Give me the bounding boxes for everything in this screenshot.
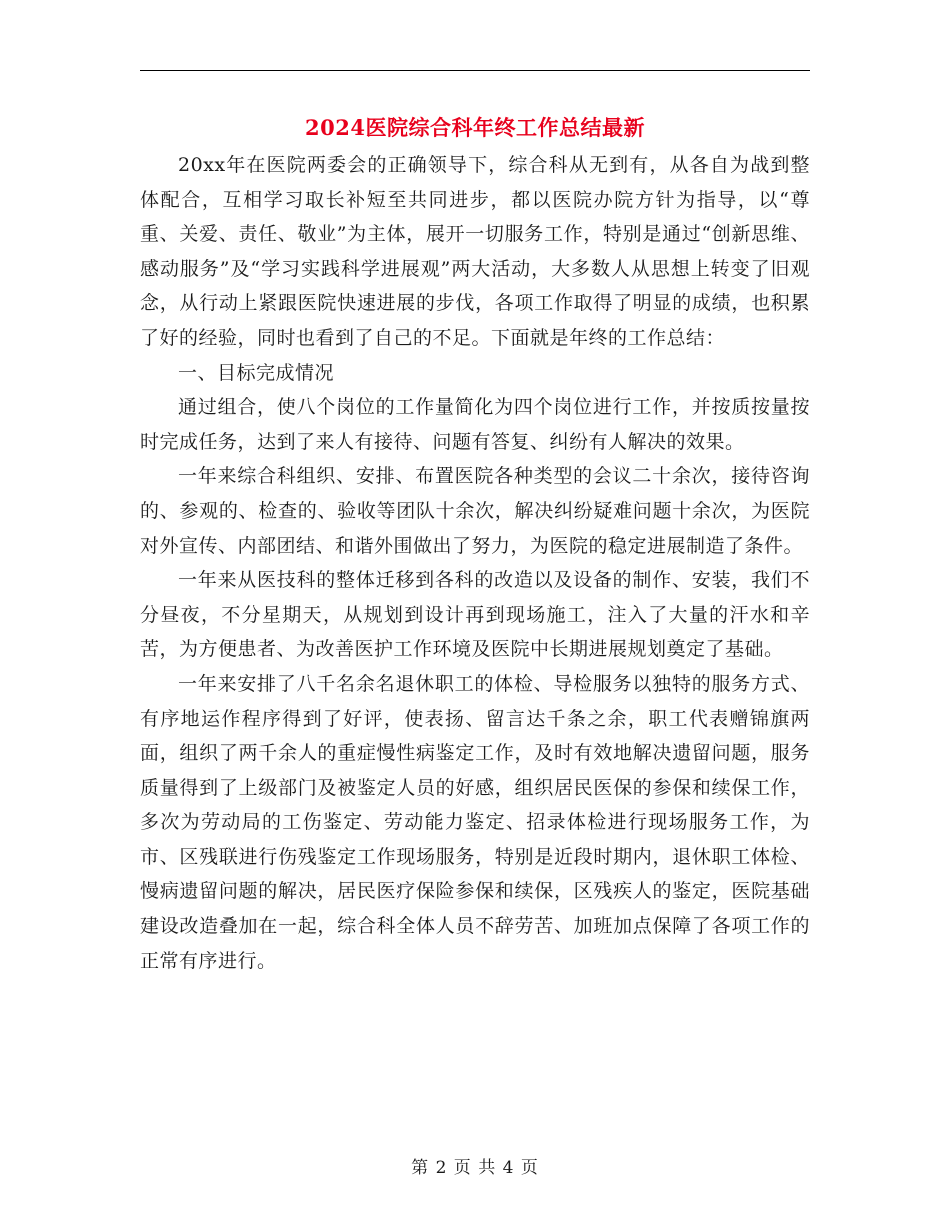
document-title: 2024医院综合科年终工作总结最新 xyxy=(305,115,645,140)
paragraph-2: 一年来综合科组织、安排、布置医院各种类型的会议二十余次，接待咨询的、参观的、检查的、验收等团队十余次，解决纠纷疑难问题十余次，为医院对外宣传、内部团结、和谐外围做出了努力，为医院的稳定进展制造了条件。 xyxy=(140,465,810,557)
header-rule xyxy=(140,70,810,71)
paragraph-3: 一年来从医技科的整体迁移到各科的改造以及设备的制作、安装，我们不分昼夜，不分星期天，从规划到设计再到现场施工，注入了大量的汗水和辛苦，为方便患者、为改善医护工作环境及医院中长期进展规划奠定了基础。 xyxy=(140,569,810,661)
page-number: 第 2 页 共 4 页 xyxy=(411,1158,539,1178)
section-heading: 一、目标完成情况 xyxy=(178,361,335,384)
document-body xyxy=(140,148,810,978)
paragraph-intro: 20xx年在医院两委会的正确领导下，综合科从无到有，从各自为战到整体配合，互相学习取长补短至共同进步，都以医院办院方针为指导，以“尊重、关爱、责任、敬业”为主体，展开一切服务工作，特别是通过“创新思维、感动服务”及“学习实践科学进展观”两大活动，大多数人从思想上转变了旧观念，从行动上紧跟医院快速进展的步伐，各项工作取得了明显的成绩，也积累了好的经验，同时也看到了自己的不足。下面就是年终的工作总结： xyxy=(140,154,810,349)
paragraph-1: 通过组合，使八个岗位的工作量简化为四个岗位进行工作，并按质按量按时完成任务，达到了来人有接待、问题有答复、纠纷有人解决的效果。 xyxy=(140,396,810,453)
paragraph-4: 一年来安排了八千名余名退休职工的体检、导检服务以独特的服务方式、有序地运作程序得到了好评，使表扬、留言达千条之余，职工代表赠锦旗两面，组织了两千余人的重症慢性病鉴定工作，及时有效地解决遗留问题，服务质量得到了上级部门及被鉴定人员的好感，组织居民医保的参保和续保工作，多次为劳动局的工伤鉴定、劳动能力鉴定、招录体检进行现场服务工作，为市、区残联进行伤残鉴定工作现场服务，特别是近段时期内，退休职工体检、慢病遗留问题的解决，居民医疗保险参保和续保，区残疾人的鉴定，医院基础建设改造叠加在一起，综合科全体人员不辞劳苦、加班加点保障了各项工作的正常有序进行。 xyxy=(140,672,810,972)
